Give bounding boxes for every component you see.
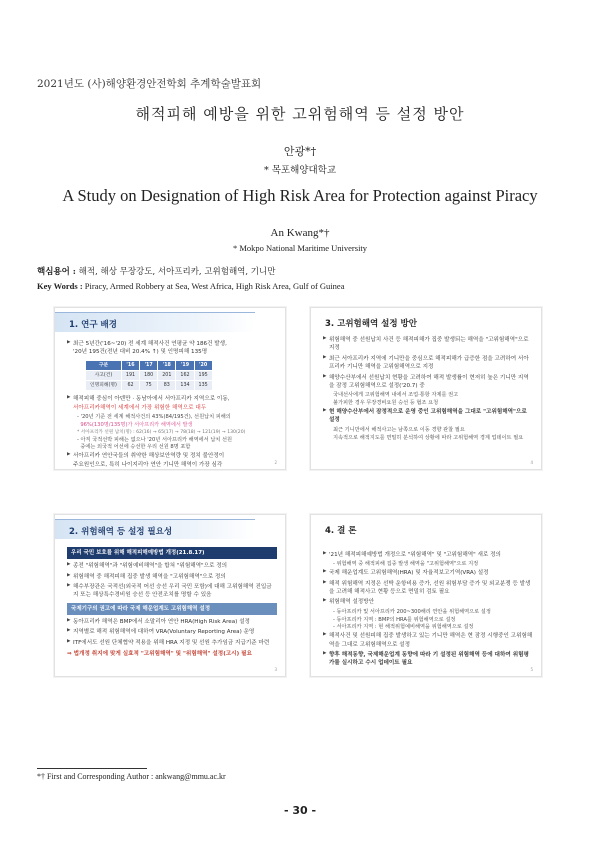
table-cell: 75 — [140, 381, 158, 391]
sub-bullet: - 동아프리카 지역 : BMP의 HRA를 위험해역으로 설정 — [333, 616, 456, 623]
slide-body — [323, 336, 533, 442]
bullet: ▶ 위험해역 중 해적피해 집중 발생 해역을 "고위험해역"으로 정의 — [67, 573, 277, 581]
bullet: ▶ 해적 위험해역 지정은 선박 운항비용 증가, 선원 위험부담 증가 및 외교분쟁 등 발생을 고려해 해적사고 현황 등으로 면밀히 검토 필요 — [323, 580, 533, 597]
bullet: ▶ 향후 해적동향, 국제해운업계 동향에 따라 기 설정된 위험해역 등에 대하여 위험평가를 실시하고 수시 업데이트 필요 — [323, 651, 533, 668]
slide-page-number: 2 — [274, 460, 277, 465]
bullet — [67, 395, 277, 412]
slide-page-number: 5 — [530, 667, 533, 672]
sub-bullet: 최근 기니만에서 해적사고는 남쪽으로 이동 경향 관찰 필요 — [333, 426, 465, 433]
sub-bullet: - 아직 국적선박 피해는 없으나 '20년 서아프리카 해역에서 납치 선원 중에는 외국적 어선에 승선한 우리 선원 8명 포함 — [77, 436, 233, 451]
incident-table — [85, 360, 213, 392]
slide-body — [67, 545, 277, 659]
keywords-korean — [37, 265, 275, 277]
bullet: ▶ 종전 "위험해역"과 "위험예비해역"을 합쳐 "위험해역"으로 정의 — [67, 562, 277, 570]
slide-page-number: 3 — [274, 667, 277, 672]
slide-body — [67, 340, 277, 471]
bullet — [67, 452, 277, 469]
slide-heading: 1. 연구 배경 — [55, 312, 255, 332]
bullet: ▶ 해양수산부에서 선원납치 현황을 고려하여 해적 발생률이 현저히 높은 기니만 지역을 잠정 고위험해역으로 설정('20.7) 중 — [323, 374, 533, 391]
slide-body — [323, 551, 533, 670]
keywords-english-text: Piracy, Armed Robbery at Sea, West Africa, High Risk Area, Gulf of Guinea — [84, 281, 345, 291]
table-row — [86, 370, 213, 380]
author-korean: 안광*† — [283, 145, 317, 158]
author-english: An Kwang*† — [270, 227, 330, 239]
bullet: ▶ '21년 해적피해예방법 개정으로 "위험해역" 및 "고위험해역" 새로 정의 — [323, 551, 533, 559]
slide-heading: 3. 고위험해역 설정 방안 — [325, 319, 417, 329]
bullet: ▶ 국제 해운업계도 고위험해역(HRA) 및 자율적보고기역(VRA) 설정 — [323, 569, 533, 577]
keywords-english — [37, 281, 344, 291]
bullet-text: 해적피해 중심이 아덴만 · 동남아에서 서아프리카 지역으로 이동, — [73, 396, 230, 403]
table-cell: 134 — [176, 381, 194, 391]
sub-bullet: 국내선사에게 고위험해역 내에서 조업·통항 자제를 권고 — [333, 392, 459, 399]
table-row — [86, 381, 213, 391]
slide-page-number: 4 — [530, 460, 533, 465]
table-cell: 62 — [121, 381, 139, 391]
bullet: ▶ 현 해양수산부에서 잠정적으로 운영 중인 고위험해역을 그대로 "고위험해역"으로 설정 — [323, 408, 533, 425]
affiliation-english: * Mokpo National Maritime University — [232, 243, 368, 253]
table-header-cell: '16 — [121, 360, 139, 370]
bullet — [67, 340, 277, 357]
table-header-cell: 구분 — [86, 360, 122, 370]
section-box-header: 국제기구의 권고에 따라 국제 해운업계도 고위험해역 설정 — [67, 603, 277, 615]
table-cell: 191 — [121, 370, 139, 380]
sub-bullet: 불가피한 경우 무장경비요원 승선 등 협조 요청 — [333, 400, 439, 407]
title-korean: 해적피해 예방을 위한 고위험해역 등 설정 방안 — [135, 105, 465, 123]
sub-bullet: - '20년 기준 전 세계 해적사건의 43%(84/195건), 선원납치 피해의 96%(130명/135명)가 서아프리카 해역에서 발생 — [77, 414, 231, 428]
table-cell: 83 — [158, 381, 176, 391]
table-cell: 135 — [194, 381, 212, 391]
table-header-cell: '19 — [176, 360, 194, 370]
bullet: ▶ 최근 서아프리카 지역에 기니만을 중심으로 해적피해가 급증한 점을 고려하여 서아프리카 기니만 해역을 고위험해역으로 지정 — [323, 355, 533, 372]
affiliation-korean: * 목포해양대학교 — [263, 165, 336, 176]
slide-research-background — [54, 307, 286, 470]
bullet: ▶ 지역별로 해적 위험해역에 대하여 VRA(Voluntary Reporting Area) 운영 — [67, 628, 277, 636]
keywords-english-label: Key Words : — [37, 281, 83, 291]
conclusion-line: ⇒ 법개정 취지에 맞게 실효적 "고위험해역" 및 "위험해역" 설정(고시) 필요 — [67, 651, 252, 658]
table-cell: 195 — [194, 370, 212, 380]
sub-bullet: - 동아프리카 및 서아프리카 200~300해리 연안을 위험해역으로 설정 — [333, 608, 491, 615]
table-header-cell: '20 — [194, 360, 212, 370]
keywords-korean-label: 핵심용어 : — [37, 267, 76, 277]
page-number: - 30 - — [283, 804, 317, 817]
bullet-highlight: 서아프리카해역이 세계에서 가장 위험한 해역으로 대두 — [73, 404, 207, 411]
slide-heading: 4. 결 론 — [325, 526, 357, 536]
table-cell: 인명피해(명) — [86, 381, 122, 391]
table-cell: 180 — [140, 370, 158, 380]
footnote-divider — [37, 768, 147, 769]
sub-note: * 서아프리카 선원 납치(명) : 62(16) → 65(17) → 78(18) → 121(19) → 130(20) — [77, 429, 246, 435]
title-english: A Study on Designation of High Risk Area for Protection against Piracy — [62, 186, 538, 205]
sub-bullet: - 서아프리카 지역 : 현 해적위험예비해역을 위험해역으로 설정 — [333, 624, 474, 631]
footnote: *† First and Corresponding Author : ankwang@mmu.ac.kr — [37, 772, 226, 781]
table-cell: 사고(건) — [86, 370, 122, 380]
conference-header: 2021년도 (사)해양환경안전학회 추계학술발표회 — [37, 78, 262, 90]
slide-conclusion — [310, 514, 542, 677]
sub-bullet: - 위험해역 중 해적피해 집중 발생 해역을 "고위험해역"으로 지정 — [333, 561, 479, 568]
bullet: ▶ ITF에서도 선원 단체협약 적용을 위해 HRA 지정 및 선원 추가임금 지급기준 마련 — [67, 639, 277, 647]
bullet-text: '20년 195건(전년 대비 20.4% ↑) 및 인명피해 135명 — [73, 349, 208, 356]
table-header-cell: '18 — [158, 360, 176, 370]
bullet: ▶ 위험해역 설정방안 — [323, 598, 533, 606]
slide-high-risk-area-plan — [310, 307, 542, 470]
bullet-text: 주요원인으로, 특히 나이지리아 연안 기니만 해역이 가장 심각 — [73, 461, 223, 468]
section-box-header: 우리 국민 보호를 위해 해적피해예방법 개정(21.8.17) — [67, 547, 277, 559]
sub-bullet: 지속적으로 해적지도를 면밀히 분석하여 상황에 따라 고위험해역 경계 업데이트 필요 — [333, 434, 524, 441]
bullet: ▶ 동아프리카 해역은 BMP에서 소말리아 연안 HRA(High Risk Area) 설정 — [67, 618, 277, 626]
table-cell: 162 — [176, 370, 194, 380]
table-cell: 201 — [158, 370, 176, 380]
bullet: ▶ 위험해역 중 선원납치 사건 등 해적피해가 집중 발생되는 해역을 "고위험해역"으로 지정 — [323, 336, 533, 353]
bullet: ▶ 해수부장관은 국적선(외국적 어선 승선 우리 국민 포함)에 대해 고위험해역 진입금지 또는 해상특수경비원 승선 등 안전조치를 명할 수 있음 — [67, 583, 277, 600]
slide-necessity — [54, 514, 286, 677]
slide-heading: 2. 위험해역 등 설정 필요성 — [55, 519, 255, 539]
table-header-cell: '17 — [140, 360, 158, 370]
bullet: ▶ 해적사건 및 선원피해 집중 발생하고 있는 기니만 해역은 현 잠정 시행중인 고위험해역을 그대로 고위험해역으로 설정 — [323, 632, 533, 649]
keywords-korean-text: 해적, 해상 무장강도, 서아프리카, 고위험해역, 기니만 — [78, 267, 276, 277]
bullet-text: 최근 5년간('16~'20) 전 세계 해적사건 연평균 약 186건 발생, — [73, 341, 227, 347]
bullet-text: 서아프리카 연안국들의 취약한 해상보안역량 및 정치 불안정이 — [73, 453, 225, 460]
